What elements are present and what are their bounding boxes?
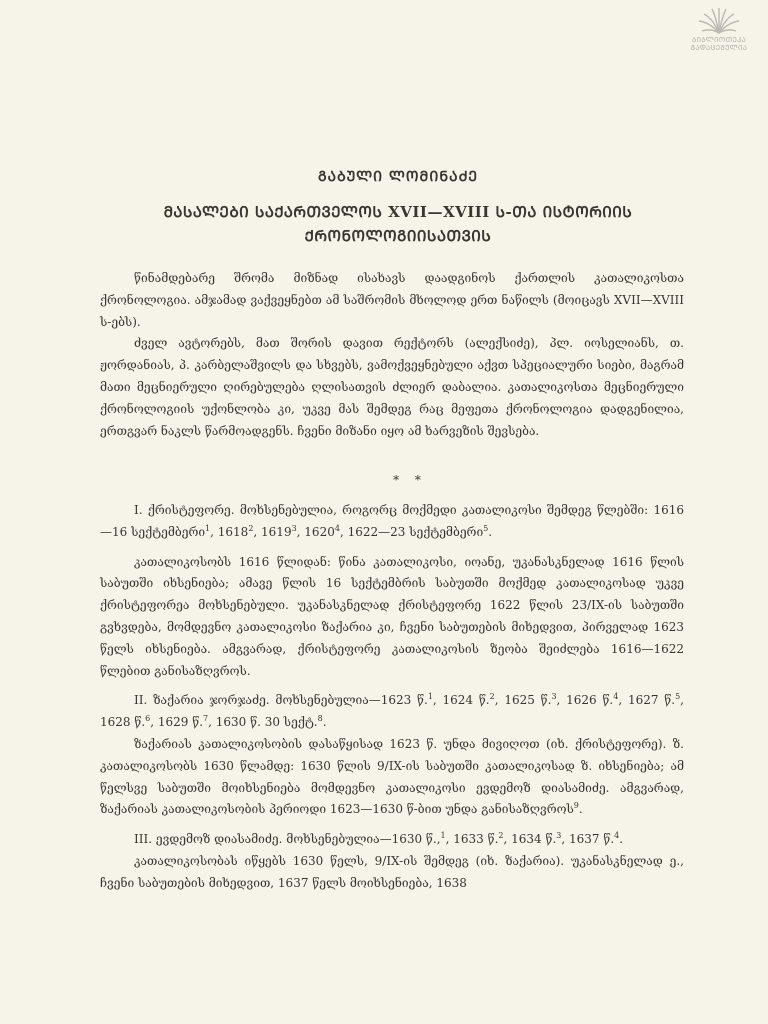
library-logo (686, 6, 752, 52)
footnote-ref: 1 (205, 523, 211, 533)
footnote-ref: 4 (614, 831, 620, 841)
entry-2-text: , 1624 წ. (432, 693, 490, 708)
entries-block (100, 500, 684, 895)
footnote-ref: 2 (489, 692, 495, 702)
footnote-ref: 2 (248, 523, 254, 533)
library-logo-text-line2: ᲒᲐᲓᲐᲪᲔᲛᲣᲚᲘᲐ (690, 44, 748, 52)
footnote-ref: 6 (145, 714, 151, 724)
entry-1-body: კათალიკოსობს 1616 წლიდან: წინა კათალიკოსი, იოანე, უკანასკნელად 1616 წლის საბუთში იხსენიება; ამავე წლის 16 სექტემბრის საბუთში მოქმედ კათალიკოსად უკვე ქრისტეფორეა მოხსენებული. უკანასკნელად ქრისტეფორე 1622 წლის 23/IX-ის საბუთში გვხვდება, მომდევნო კათალიკოსი ზაქარია კი, ჩვენი საბუთების მიხედვით, პირველად 1623 წელს იხსენიება. ამგვარად, ქრისტეფორე კათალიკოსის ზეობა შეიძლება 1616—1622 წლებით განისაზღვროს. (100, 554, 684, 678)
library-logo-text-line1: ᲑᲘᲑᲚᲘᲝᲗᲔᲙᲐ (691, 36, 747, 44)
article-title (100, 200, 696, 248)
entry-2-body (100, 734, 684, 821)
article-title-line2: ᲥᲠᲝᲜᲝᲚᲝᲒᲘᲘᲡᲐᲗᲕᲘᲡ (304, 227, 492, 245)
footnote-ref: 7 (203, 714, 209, 724)
entry-3-lead: III. ევდემოზ დიასამიძე. მოხსენებულია—1630 წ., (134, 832, 441, 847)
library-book-icon (696, 6, 742, 36)
entry-3-heading (100, 829, 684, 851)
entry-3-text: , 1637 წ. (561, 832, 615, 847)
entry-3-body: კათალიკოსობას იწყებს 1630 წელს, 9/IX-ის შემდეგ (იხ. ზაქარია). უკანასკნელად ე., ჩვენი საბუთების მიხედვით, 1637 წელს მოიხსენიება, 1638 (100, 853, 684, 890)
entry-2-text: , 1626 წ. (556, 693, 614, 708)
entry-2-text: , 1627 წ. (618, 693, 676, 708)
entry-2-body-text: . (578, 802, 583, 817)
footnote-ref: 3 (556, 831, 562, 841)
entry-3-text: , 1634 წ. (503, 832, 557, 847)
entry-1-text: , 1620 (296, 524, 335, 539)
footnote-ref: 8 (317, 714, 323, 724)
entry-1-lead: I. ქრისტეფორე. მოხსენებულია, როგორც მოქმედი კათალიკოსი შემდეგ წლებში: 1616—16 სექტემბერი (100, 503, 684, 539)
article-title-line1: ᲛᲐᲡᲐᲚᲔᲑᲘ ᲡᲐᲥᲐᲠᲗᲕᲔᲚᲝᲡ XVII—XVIII Ს-ᲗᲐ ᲘᲡᲢᲝᲠᲘᲘᲡ (163, 203, 633, 221)
entry-2-text: , 1629 წ. (150, 715, 204, 730)
entry-1-text: , 1622—23 სექტემბერი (339, 524, 484, 539)
entry-1-heading (100, 500, 684, 544)
footnote-ref: 9 (573, 801, 579, 811)
footnote-ref: 3 (291, 523, 297, 533)
entry-2-lead: II. ზაქარია ჯორჯაძე. მოხსენებულია—1623 წ. (134, 693, 428, 708)
footnote-ref: 3 (551, 692, 557, 702)
footnote-ref: 4 (613, 692, 619, 702)
footnote-ref: 5 (675, 692, 681, 702)
intro-paragraph-2: ძველ ავტორებს, მათ შორის დავით რექტორს (ალექსიძე), პლ. იოსელიანს, თ. ჟორდანიას, პ. კარბელაშვილს და სხვებს, ვამოქვეყნებული აქვთ სპეციალური სიები, მაგრამ მათი მეცნიერული ღირებულება ღლისათვის ძლიერ დაბალია. კათალიკოსთა მეცნიერული ქრონოლოგიის უქონლობა კი, უკვე მას შემდეგ რაც მეფეთა ქრონოლოგია დადგენილია, ერთგვარ ნაკლს წარმოადგენს. ჩვენი მიზანი იყო ამ ხარვეზის შევსება. (100, 336, 684, 438)
entry-2-text: , 1628 წ. (100, 693, 684, 730)
entry-2-text: , 1630 წ. 30 სექტ. (208, 715, 318, 730)
footnote-ref: 1 (427, 692, 433, 702)
footnote-ref: 5 (483, 523, 489, 533)
entry-2-body-text: ზაქარიას კათალიკოსობის დასაწყისად 1623 წ. უნდა მივიღოთ (იხ. ქრისტეფორე). ზ. კათალიკოსობს 1630 წლამდე: 1630 წლის 9/IX-ის საბუთში კათალიკოსად ზ. იხსენიება; ამ წელსვე საბუთში მოიხსენიება მომდევნო კათალიკოსი ევდემოზ დიასამიძე. ამგვარად, ზაქარიას კათალიკოსობის პერიოდი 1623—1630 წ-ბით უნდა განისაზღვროს (100, 736, 684, 817)
entry-1-text: , 1619 (253, 524, 292, 539)
footnote-ref: 2 (498, 831, 504, 841)
author-name: ᲒᲐᲑᲣᲚᲘ ᲚᲝᲛᲘᲜᲐᲫᲔ (317, 169, 479, 185)
section-separator: * * (393, 473, 427, 487)
entry-2-text: , 1625 წ. (494, 693, 552, 708)
entry-3-text: , 1633 წ. (445, 832, 499, 847)
intro-block (100, 268, 684, 442)
footnote-ref: 4 (334, 523, 340, 533)
entry-1-text: . (488, 524, 493, 539)
footnote-ref: 1 (440, 831, 446, 841)
entry-1-text: , 1618 (210, 524, 249, 539)
entry-3-text: . (619, 832, 624, 847)
intro-paragraph-1: წინამდებარე შრომა მიზნად ისახავს დაადგინოს ქართლის კათალიკოსთა ქრონოლოგია. ამჯამად ვაქვეყნებთ ამ საშრომის მხოლოდ ერთ ნაწილს (მოიცავს XVII—XVIII ს-ებს). (100, 271, 684, 329)
entry-2-text: . (322, 715, 327, 730)
entry-2-heading (100, 690, 684, 734)
